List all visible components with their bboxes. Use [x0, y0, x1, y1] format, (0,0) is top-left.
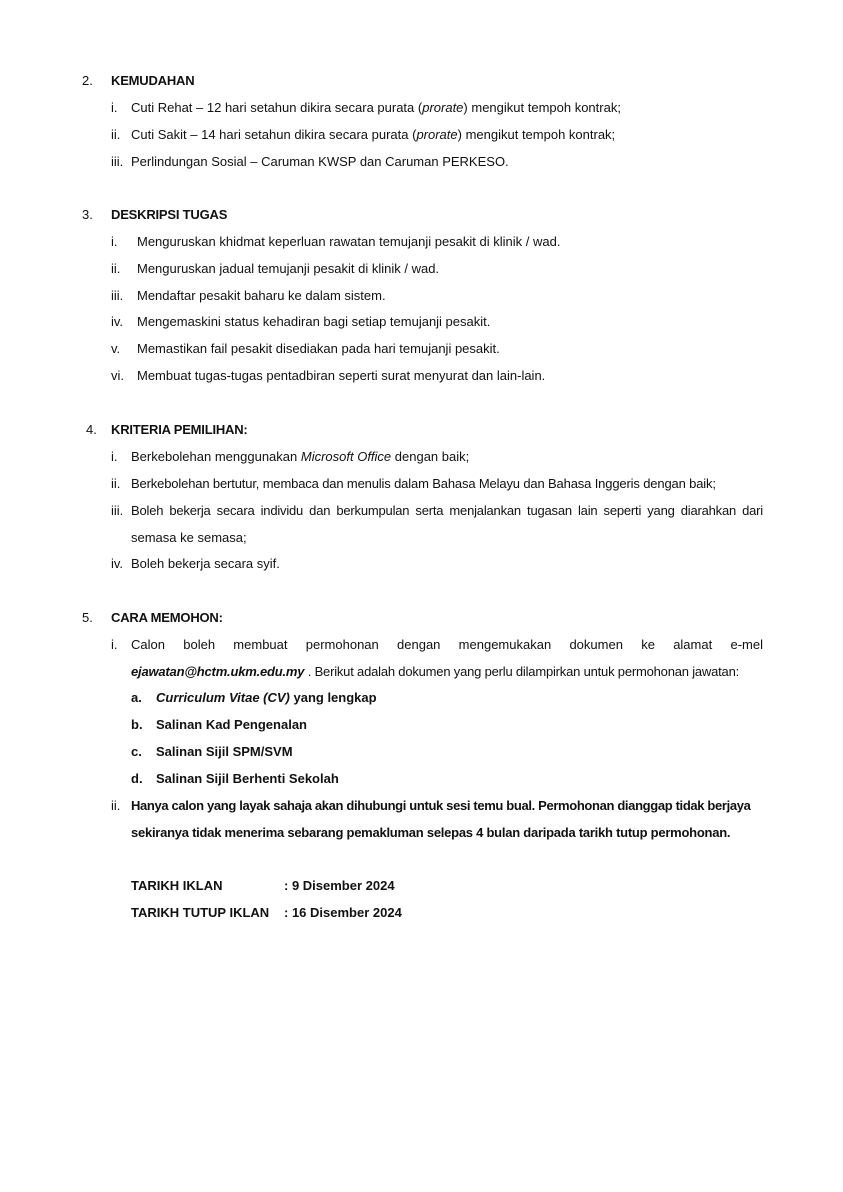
- section-number: 4.: [86, 422, 97, 437]
- list-marker: iv.: [111, 314, 124, 329]
- section-number: 5.: [82, 610, 93, 625]
- list-marker: v.: [111, 341, 121, 356]
- list-item: [131, 127, 615, 143]
- list-item: Memastikan fail pesakit disediakan pada hari temujanji pesakit.: [137, 341, 500, 356]
- list-item-line: Calon boleh membuat permohonan dengan mengemukakan dokumen ke alamat e-mel: [131, 637, 763, 652]
- section-title: CARA MEMOHON:: [111, 610, 223, 625]
- item-text: Cuti Sakit – 14 hari setahun dikira secara purata (: [131, 127, 417, 142]
- date-label: TARIKH IKLAN: [131, 878, 223, 893]
- list-marker: i.: [111, 637, 118, 652]
- document-item: [156, 690, 377, 706]
- document-item: Salinan Sijil Berhenti Sekolah: [156, 771, 339, 786]
- italic-term: prorate: [416, 127, 458, 142]
- item-text: yang lengkap: [289, 690, 377, 705]
- list-marker: ii.: [111, 261, 121, 276]
- italic-term: Curriculum Vitae (CV): [156, 690, 290, 705]
- list-item: Mengemaskini status kehadiran bagi setiap temujanji pesakit.: [137, 314, 491, 329]
- italic-term: Microsoft Office: [300, 449, 392, 464]
- list-item: [131, 100, 621, 116]
- list-item: Boleh bekerja secara syif.: [131, 556, 280, 571]
- section-title: DESKRIPSI TUGAS: [111, 207, 228, 222]
- date-label: TARIKH TUTUP IKLAN: [131, 905, 270, 920]
- list-marker: iii.: [111, 503, 124, 518]
- list-item-line: Hanya calon yang layak sahaja akan dihubungi untuk sesi temu bual. Permohonan dianggap tidak berjaya: [131, 798, 751, 813]
- list-item-line: sekiranya tidak menerima sebarang pemakluman selepas 4 bulan daripada tarikh tutup permohonan.: [131, 825, 731, 840]
- section-title: KRITERIA PEMILIHAN:: [111, 422, 248, 437]
- document-item: Salinan Kad Pengenalan: [156, 717, 307, 732]
- item-text: Cuti Rehat – 12 hari setahun dikira secara purata (: [131, 100, 423, 115]
- list-marker: iv.: [111, 556, 124, 571]
- item-text: . Berikut adalah dokumen yang perlu dilampirkan untuk permohonan jawatan:: [304, 664, 740, 679]
- list-marker: i.: [111, 100, 118, 115]
- date-value: : 9 Disember 2024: [284, 878, 395, 893]
- document-letter: d.: [131, 771, 143, 786]
- list-item-line: semasa ke semasa;: [131, 530, 247, 545]
- document-letter: b.: [131, 717, 143, 732]
- item-text: ) mengikut tempoh kontrak;: [463, 100, 621, 115]
- list-item: [131, 449, 469, 465]
- item-text: ) mengikut tempoh kontrak;: [457, 127, 616, 142]
- item-text: Berkebolehan menggunakan: [131, 449, 301, 464]
- list-item: Membuat tugas-tugas pentadbiran seperti surat menyurat dan lain-lain.: [137, 368, 546, 383]
- section-title: KEMUDAHAN: [111, 73, 195, 88]
- list-item: Perlindungan Sosial – Caruman KWSP dan Caruman PERKESO.: [131, 154, 509, 169]
- list-item: Mendaftar pesakit baharu ke dalam sistem.: [137, 288, 386, 303]
- list-marker: ii.: [111, 127, 121, 142]
- date-value: : 16 Disember 2024: [284, 905, 402, 920]
- document-letter: a.: [131, 690, 142, 705]
- list-marker: iii.: [111, 154, 124, 169]
- list-item: Menguruskan jadual temujanji pesakit di klinik / wad.: [137, 261, 440, 276]
- section-number: 3.: [82, 207, 93, 222]
- list-item: Menguruskan khidmat keperluan rawatan temujanji pesakit di klinik / wad.: [137, 234, 561, 249]
- list-item-line: Boleh bekerja secara individu dan berkumpulan serta menjalankan tugasan lain seperti yang diarahkan dari: [131, 503, 763, 518]
- list-marker: i.: [111, 449, 118, 464]
- list-marker: ii.: [111, 798, 121, 813]
- section-number: 2.: [82, 73, 93, 88]
- list-marker: vi.: [111, 368, 124, 383]
- list-marker: iii.: [111, 288, 124, 303]
- document-letter: c.: [131, 744, 142, 759]
- italic-term: prorate: [422, 100, 464, 115]
- email-link[interactable]: ejawatan@hctm.ukm.edu.my: [131, 664, 305, 679]
- list-marker: i.: [111, 234, 118, 249]
- list-marker: ii.: [111, 476, 121, 491]
- item-text: dengan baik;: [391, 449, 470, 464]
- document-item: Salinan Sijil SPM/SVM: [156, 744, 293, 759]
- list-item-line: [131, 664, 739, 680]
- list-item: Berkebolehan bertutur, membaca dan menulis dalam Bahasa Melayu dan Bahasa Inggeris dengan baik;: [131, 476, 716, 491]
